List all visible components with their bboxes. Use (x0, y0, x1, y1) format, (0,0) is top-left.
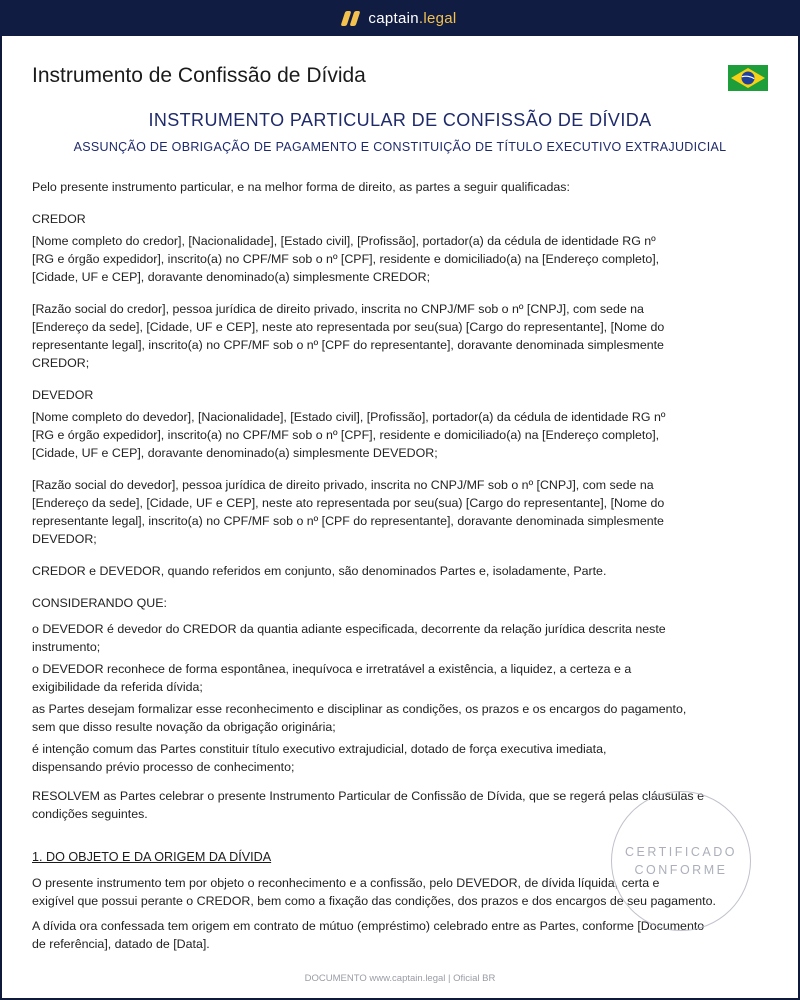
text-line: é intenção comum das Partes constituir título executivo extrajudicial, dotado de força executiva imediata, (32, 742, 607, 756)
stamp-line: CONFORME (634, 863, 728, 877)
intro-paragraph: Pelo presente instrumento particular, e na melhor forma de direito, as partes a seguir qualificadas: (32, 180, 570, 194)
text-line: [Endereço da sede], [Cidade, UF e CEP], neste ato representada por seu(sua) [Cargo do representante], [Nome do (32, 320, 665, 334)
text-line: [Nome completo do devedor], [Nacionalidade], [Estado civil], [Profissão], portador(a) da cédula de identidade RG nº (32, 410, 666, 424)
text-line: as Partes desejam formalizar esse reconhecimento e disciplinar as condições, os prazos e os encargos do pagamento, (32, 702, 687, 716)
text-line: instrumento; (32, 640, 101, 654)
considering-heading: CONSIDERANDO QUE: (32, 596, 167, 610)
text-line: DEVEDOR; (32, 532, 97, 546)
considering-item (32, 700, 772, 736)
text-line: RESOLVEM as Partes celebrar o presente Instrumento Particular de Confissão de Dívida, que se regerá pelas cláusulas e (32, 789, 704, 803)
brand-name: captain.legal (368, 9, 457, 27)
text-line: O presente instrumento tem por objeto o reconhecimento e a confissão, pelo DEVEDOR, de dívida líquida, certa e (32, 876, 660, 890)
stamp-line: CERTIFICADO (625, 845, 737, 859)
text-line: [Razão social do devedor], pessoa jurídica de direito privado, inscrita no CNPJ/MF sob o nº [CNPJ], com sede na (32, 478, 654, 492)
section-1-heading: 1. DO OBJETO E DA ORIGEM DA DÍVIDA (32, 850, 272, 864)
text-line: o DEVEDOR reconhece de forma espontânea, inequívoca e irretratável a existência, a liquidez, a certeza e a (32, 662, 632, 676)
text-line: [Endereço da sede], [Cidade, UF e CEP], neste ato representada por seu(sua) [Cargo do representante], [Nome do (32, 496, 665, 510)
text-line: [RG e órgão expedidor], inscrito(a) no CPF/MF sob o nº [CPF], residente e domiciliado(a) na [Endereço completo], (32, 252, 660, 266)
document-title: Instrumento de Confissão de Dívida (32, 64, 366, 87)
top-bar (0, 0, 800, 36)
document-page (2, 36, 798, 998)
main-title: INSTRUMENTO PARTICULAR DE CONFISSÃO DE DÍVIDA (148, 110, 652, 130)
debtor-heading: DEVEDOR (32, 388, 94, 402)
creditor-individual-paragraph (32, 232, 772, 286)
text-line: de referência], datado de [Data]. (32, 937, 210, 951)
text-line: o DEVEDOR é devedor do CREDOR da quantia adiante especificada, decorrente da relação jurídica descrita neste (32, 622, 666, 636)
debtor-individual-paragraph (32, 408, 772, 462)
parties-paragraph: CREDOR e DEVEDOR, quando referidos em conjunto, são denominados Partes e, isoladamente, Parte. (32, 564, 607, 578)
subtitle: ASSUNÇÃO DE OBRIGAÇÃO DE PAGAMENTO E CONSTITUIÇÃO DE TÍTULO EXECUTIVO EXTRAJUDICIAL (73, 140, 727, 154)
text-line: dispensando prévio processo de conhecimento; (32, 760, 295, 774)
text-line: sem que disso resulte novação da obrigação originária; (32, 720, 336, 734)
text-line: representante legal], inscrito(a) no CPF/MF sob o nº [CPF do representante], doravante denominada simplesmente (32, 338, 664, 352)
text-line: [Razão social do credor], pessoa jurídica de direito privado, inscrita no CNPJ/MF sob o nº [CNPJ], com sede na (32, 302, 644, 316)
captain-legal-logo-icon (343, 11, 358, 26)
text-line: [RG e órgão expedidor], inscrito(a) no CPF/MF sob o nº [CPF], residente e domiciliado(a) na [Endereço completo], (32, 428, 660, 442)
considering-item (32, 620, 772, 656)
creditor-heading: CREDOR (32, 212, 86, 226)
text-line: exigibilidade da referida dívida; (32, 680, 203, 694)
text-line: A dívida ora confessada tem origem em contrato de mútuo (empréstimo) celebrado entre as Partes, conforme [Documento (32, 919, 705, 933)
text-line: [Cidade, UF e CEP], doravante denominado(a) simplesmente CREDOR; (32, 270, 431, 284)
brazil-flag-icon (728, 65, 768, 91)
considering-item (32, 740, 772, 776)
text-line: [Nome completo do credor], [Nacionalidade], [Estado civil], [Profissão], portador(a) da cédula de identidade RG nº (32, 234, 656, 248)
considering-item (32, 660, 772, 696)
text-line: representante legal], inscrito(a) no CPF/MF sob o nº [CPF do representante], doravante denominada simplesmente (32, 514, 664, 528)
creditor-company-paragraph (32, 300, 772, 372)
text-line: condições seguintes. (32, 807, 148, 821)
text-line: [Cidade, UF e CEP], doravante denominado(a) simplesmente DEVEDOR; (32, 446, 438, 460)
certified-stamp (611, 791, 751, 931)
debtor-company-paragraph (32, 476, 772, 548)
text-line: exigível que possui perante o CREDOR, bem como a fixação das condições, dos prazos e dos encargos de seu pagamento. (32, 894, 716, 908)
text-line: CREDOR; (32, 356, 90, 370)
footer: DOCUMENTO www.captain.legal | Oficial BR (304, 973, 496, 984)
